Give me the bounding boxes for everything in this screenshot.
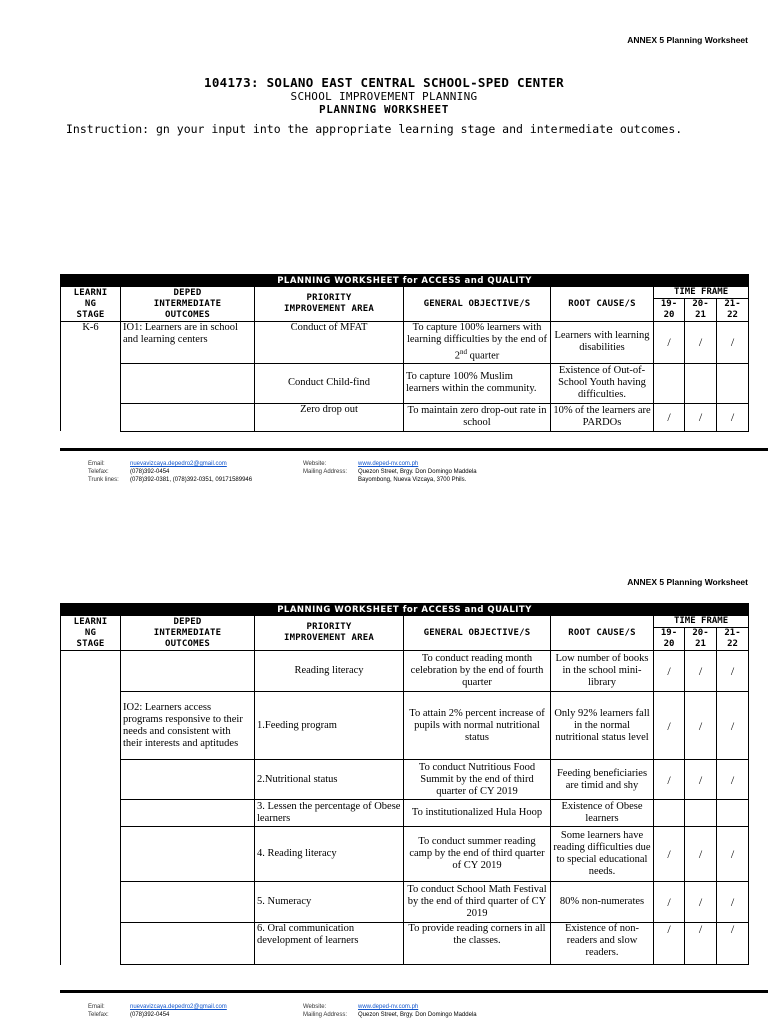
outcome-cell [121,403,255,431]
priority-area-cell: Zero drop out [255,403,404,431]
outcome-cell [121,923,255,965]
time-mark: / [654,651,685,692]
time-mark: / [685,322,717,364]
time-mark [685,800,717,827]
time-mark: / [654,882,685,923]
planning-worksheet-table-2 [60,603,749,965]
time-mark: / [654,760,685,800]
website-link[interactable]: www.deped-nv.com.ph [358,461,419,467]
annex-label-page-2: ANNEX 5 Planning Worksheet [627,577,748,587]
col-priority-area: PRIORITY IMPROVEMENT AREA [255,616,404,651]
time-mark [654,363,685,403]
objective-cell: To conduct summer reading camp by the end of third quarter of CY 2019 [404,827,551,882]
website-label: Website: [303,461,327,467]
learning-stage-cell [61,651,121,965]
table-row [61,322,749,364]
table-row [61,760,749,800]
time-mark: / [685,403,717,431]
website-link[interactable]: www.deped-nv.com.ph [358,1004,419,1010]
objective-cell: To conduct Nutritious Food Summit by the end of third quarter of CY 2019 [404,760,551,800]
col-learning-stage: LEARNI NG STAGE [61,616,121,651]
footer-rule [60,448,768,451]
website-label: Website: [303,1004,327,1010]
time-mark: / [717,322,749,364]
time-mark: / [685,827,717,882]
root-cause-cell: Existence of Out-of-School Youth having difficulties. [551,363,654,403]
col-time-frame: TIME FRAME [654,616,749,628]
email-link[interactable]: nuevavizcaya.depedro2@gmail.com [130,1004,227,1010]
priority-area-cell: 4. Reading literacy [255,827,404,882]
email-link[interactable]: nuevavizcaya.depedro2@gmail.com [130,461,227,467]
time-mark: / [685,651,717,692]
root-cause-cell: Some learners have reading difficulties due to special educational needs. [551,827,654,882]
outcome-cell: IO1: Learners are in school and learning centers [121,322,255,364]
time-mark: / [717,923,749,965]
year-21-22: 21- 22 [717,628,749,651]
root-cause-cell: Feeding beneficiaries are timid and shy [551,760,654,800]
worksheet-title: PLANNING WORKSHEET [318,103,449,116]
telefax-label: Telefax: [88,469,109,475]
outcome-cell [121,760,255,800]
outcome-cell: IO2: Learners access programs responsive to their needs and consistent with their interests and aptitudes [121,692,255,760]
outcome-cell [121,363,255,403]
priority-area-cell: Conduct Child-find [255,363,404,403]
document-header [0,75,768,116]
year-19-20: 19- 20 [654,299,685,322]
table-row [61,827,749,882]
time-mark: / [717,760,749,800]
time-mark [685,363,717,403]
time-mark: / [717,827,749,882]
outcome-cell [121,651,255,692]
time-mark: / [717,882,749,923]
time-mark: / [654,322,685,364]
root-cause-cell: Only 92% learners fall in the normal nutritional status level [551,692,654,760]
col-priority-area: PRIORITY IMPROVEMENT AREA [255,287,404,322]
root-cause-cell: 10% of the learners are PARDOs [551,403,654,431]
telefax-value: (078)392-0454 [130,469,170,475]
table-title: PLANNING WORKSHEET for ACCESS and QUALITY [61,275,749,287]
email-label: Email: [88,461,105,467]
school-name: 104173: SOLANO EAST CENTRAL SCHOOL-SPED CENTER [204,75,564,90]
root-cause-cell: Learners with learning disabilities [551,322,654,364]
table-row [61,651,749,692]
priority-area-cell: 6. Oral communication development of learners [255,923,404,965]
time-mark [717,800,749,827]
year-19-20: 19- 20 [654,628,685,651]
outcome-cell [121,800,255,827]
year-20-21: 20- 21 [685,628,717,651]
footer-rule-page-2 [60,990,768,993]
col-deped-outcomes: DEPED INTERMEDIATE OUTCOMES [121,287,255,322]
priority-area-cell: 5. Numeracy [255,882,404,923]
document-subtitle: SCHOOL IMPROVEMENT PLANNING [290,90,478,103]
telefax-value: (078)392-0454 [130,1012,170,1018]
email-label: Email: [88,1004,105,1010]
time-mark: / [717,651,749,692]
table-row [61,882,749,923]
root-cause-cell: 80% non-numerates [551,882,654,923]
col-general-objective: GENERAL OBJECTIVE/S [404,616,551,651]
time-mark: / [685,692,717,760]
col-general-objective: GENERAL OBJECTIVE/S [404,287,551,322]
table-row [61,363,749,403]
priority-area-cell: 3. Lessen the percentage of Obese learners [255,800,404,827]
mailing-line-2: Bayombong, Nueva Vizcaya, 3700 Phils. [358,477,467,483]
root-cause-cell: Existence of Obese learners [551,800,654,827]
root-cause-cell: Existence of non-readers and slow readers. [551,923,654,965]
objective-cell: To conduct reading month celebration by the end of fourth quarter [404,651,551,692]
objective-cell: To maintain zero drop-out rate in school [404,403,551,431]
objective-cell: To conduct School Math Festival by the end of third quarter of CY 2019 [404,882,551,923]
priority-area-cell: Reading literacy [255,651,404,692]
priority-area-cell: Conduct of MFAT [255,322,404,364]
priority-area-cell: 1.Feeding program [255,692,404,760]
col-root-cause: ROOT CAUSE/S [551,287,654,322]
time-mark: / [717,403,749,431]
priority-area-cell: 2.Nutritional status [255,760,404,800]
table-row [61,800,749,827]
col-deped-outcomes: DEPED INTERMEDIATE OUTCOMES [121,616,255,651]
col-learning-stage: LEARNI NG STAGE [61,287,121,322]
mailing-label: Mailing Address: [303,1012,348,1018]
time-mark: / [717,692,749,760]
trunk-value: (078)392-0381, (078)392-0351, 09171589946 [130,477,253,483]
planning-worksheet-table-1 [60,274,749,432]
table-row [61,692,749,760]
time-mark [654,800,685,827]
table-row [61,403,749,431]
table-title: PLANNING WORKSHEET for ACCESS and QUALITY [61,604,749,616]
mailing-line-1: Quezon Street, Brgy. Don Domingo Maddela [358,1012,477,1018]
time-mark: / [685,882,717,923]
telefax-label: Telefax: [88,1012,109,1018]
col-time-frame: TIME FRAME [654,287,749,299]
objective-cell: To provide reading corners in all the classes. [404,923,551,965]
time-mark: / [654,827,685,882]
time-mark: / [654,403,685,431]
trunk-label: Trunk lines: [88,477,119,483]
instruction-text: Instruction: gn your input into the appropriate learning stage and intermediate outcomes. [66,122,683,136]
learning-stage-cell: K-6 [61,322,121,432]
outcome-cell [121,882,255,923]
objective-cell: To institutionalized Hula Hoop [404,800,551,827]
time-mark [717,363,749,403]
root-cause-cell: Low number of books in the school mini-library [551,651,654,692]
year-20-21: 20- 21 [685,299,717,322]
objective-cell: To capture 100% Muslim learners within the community. [404,363,551,403]
year-21-22: 21- 22 [717,299,749,322]
outcome-cell [121,827,255,882]
annex-label: ANNEX 5 Planning Worksheet [627,35,748,45]
mailing-line-1: Quezon Street, Brgy. Don Domingo Maddela [358,469,477,475]
mailing-label: Mailing Address: [303,469,348,475]
col-root-cause: ROOT CAUSE/S [551,616,654,651]
time-mark: / [685,923,717,965]
time-mark: / [654,692,685,760]
time-mark: / [654,923,685,965]
objective-cell: To attain 2% percent increase of pupils with normal nutritional status [404,692,551,760]
time-mark: / [685,760,717,800]
table-row [61,923,749,965]
objective-cell: To capture 100% learners with learning difficulties by the end of 2nd quarter [404,322,551,364]
